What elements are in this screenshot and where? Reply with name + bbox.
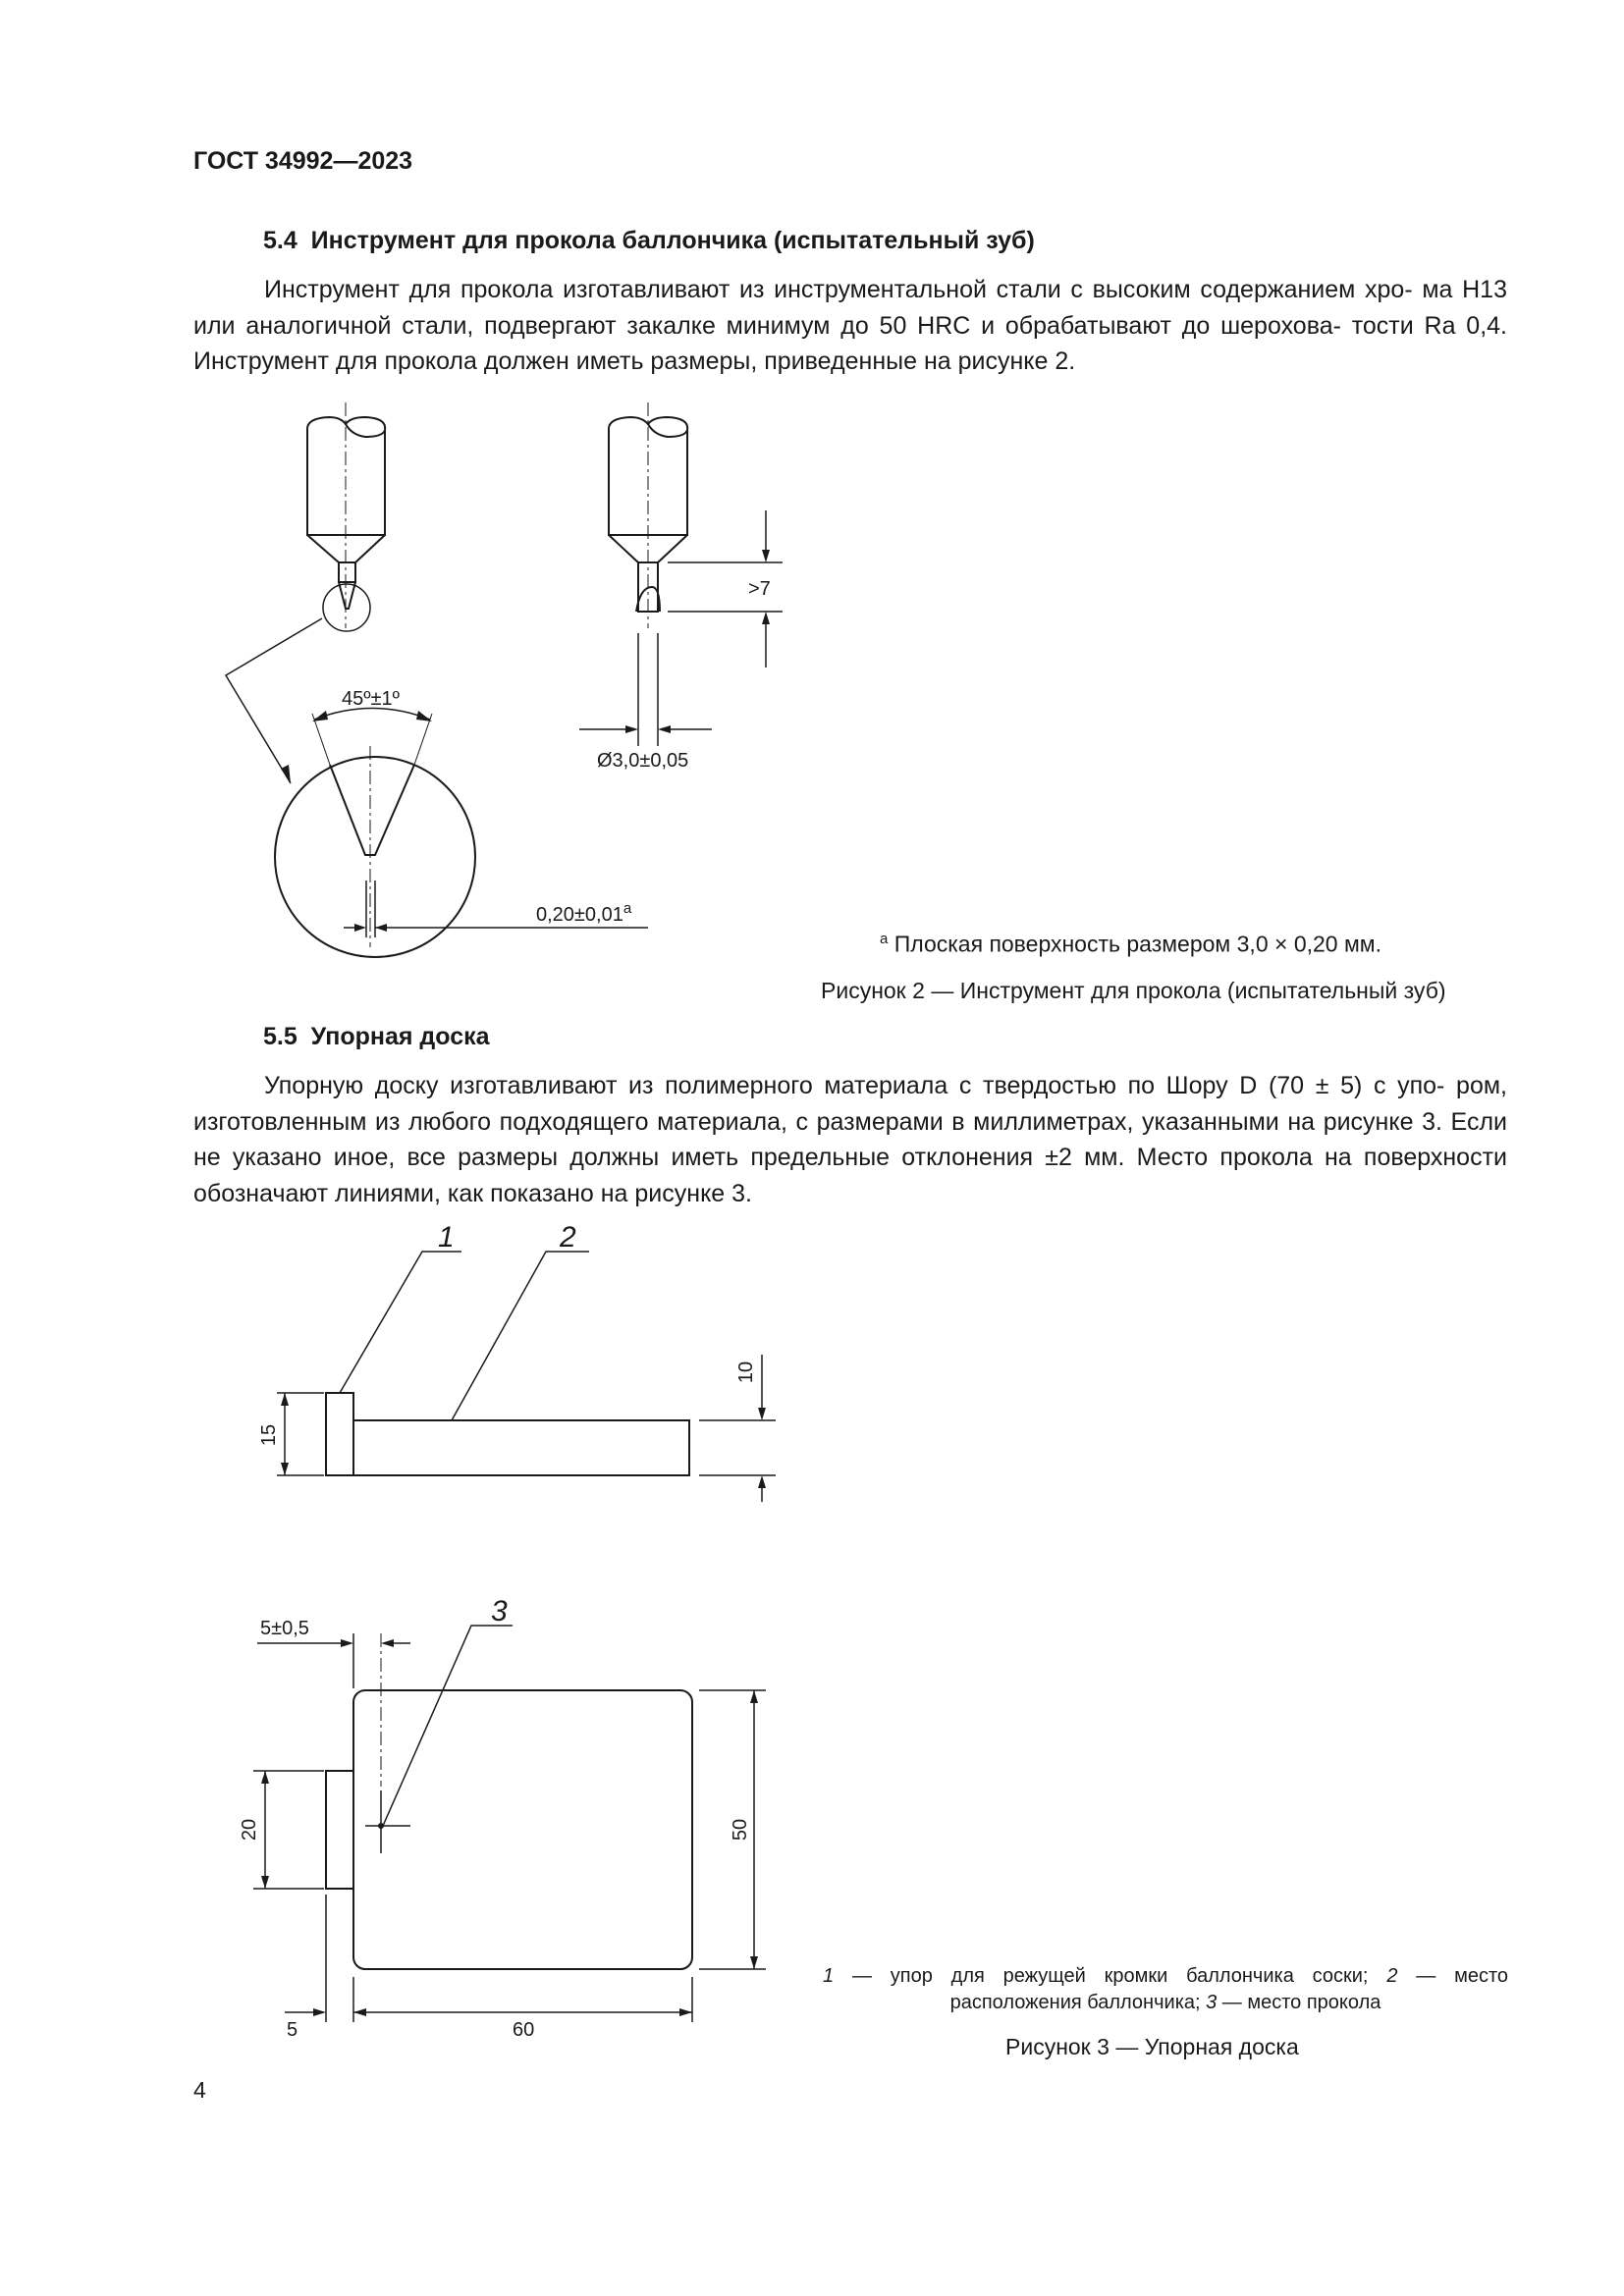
- dim-5-05-label: 5±0,5: [260, 1618, 309, 1639]
- callout-1: 1: [438, 1221, 455, 1254]
- dim-60-label: 60: [513, 2019, 535, 2041]
- gap-dimension-label: >7: [748, 578, 771, 600]
- figure-3-drawing: [0, 1198, 1624, 2052]
- flat-dimension-label: [536, 900, 632, 926]
- legend-line: [823, 1963, 1508, 1990]
- para-line: ром, изготовленным из любого подходящего материала, с размерами в миллиметрах, указанными на: [193, 1072, 1507, 1136]
- section-5-4-heading: 5.4 Инструмент для прокола баллончика (испытательный зуб): [263, 227, 1035, 254]
- section-5-5-paragraph: [193, 1068, 1507, 1211]
- footnote-text: Плоская поверхность размером 3,0 × 0,20 мм.: [893, 931, 1381, 957]
- para-line: Инструмент для прокола изготавливают из инструментальной стали с высоким содержанием хро-: [264, 276, 1413, 303]
- figure-2-caption: Рисунок 2 — Инструмент для прокола (испытательный зуб): [821, 978, 1446, 1003]
- legend-text: — место: [1397, 1965, 1509, 1987]
- legend-line: [823, 1990, 1508, 2016]
- callout-2: 2: [560, 1221, 576, 1254]
- figure-2-drawing: [0, 0, 1624, 1021]
- diameter-dimension-label: Ø3,0±0,05: [597, 750, 689, 772]
- flat-dimension-value: 0,20±0,01: [536, 904, 623, 926]
- dim-10-label: 10: [735, 1361, 757, 1384]
- para-line: прокола на поверхности обозначают линиями, как показано на рисунке 3.: [193, 1144, 1507, 1207]
- figure-3-legend: [823, 1963, 1508, 2016]
- legend-num: 2: [1386, 1965, 1398, 1987]
- puncture-tool-side-view: [307, 402, 385, 631]
- document-code-header: ГОСТ 34992—2023: [193, 147, 413, 175]
- footnote-mark: a: [880, 931, 889, 947]
- legend-text: — место прокола: [1217, 1992, 1381, 2013]
- stop-board-top-view: [253, 1626, 766, 2022]
- legend-text: расположения баллончика;: [949, 1992, 1207, 2013]
- para-line: рисунке 3. Если не указано иное, все размеры должны иметь предельные отклонения ±2 мм. Место: [193, 1107, 1507, 1171]
- dim-20-label: 20: [239, 1818, 260, 1842]
- legend-text: — упор для режущей кромки баллончика соски;: [834, 1965, 1387, 1987]
- puncture-tool-front-view: [579, 402, 783, 746]
- figure-3-caption: Рисунок 3 — Упорная доска: [1005, 2034, 1299, 2059]
- page-number: 4: [193, 2077, 206, 2103]
- legend-num: 3: [1206, 1992, 1218, 2013]
- dim-50-label: 50: [730, 1818, 751, 1842]
- para-line: ма Н13 или аналогичной стали, подвергают закалке минимум до 50 HRC и обрабатывают до шерохова-: [193, 276, 1507, 340]
- stop-board-side-view: [277, 1252, 776, 1502]
- section-5-5-heading: 5.5 Упорная доска: [263, 1023, 490, 1050]
- dim-5-label: 5: [287, 2019, 298, 2041]
- para-line: Упорную доску изготавливают из полимерного материала с твердостью по Шору D (70 ± 5) с упо-: [264, 1072, 1445, 1099]
- legend-num: 1: [823, 1965, 835, 1987]
- angle-dimension-label: 45º±1º: [342, 688, 400, 710]
- figure-2-footnote: [880, 931, 1381, 958]
- flat-dimension-footnote-mark: a: [623, 900, 632, 917]
- para-line: тости Ra 0,4. Инструмент для прокола должен иметь размеры, приведенные на рисунке 2.: [193, 311, 1507, 375]
- callout-3: 3: [491, 1595, 508, 1628]
- dim-15-label: 15: [258, 1423, 280, 1447]
